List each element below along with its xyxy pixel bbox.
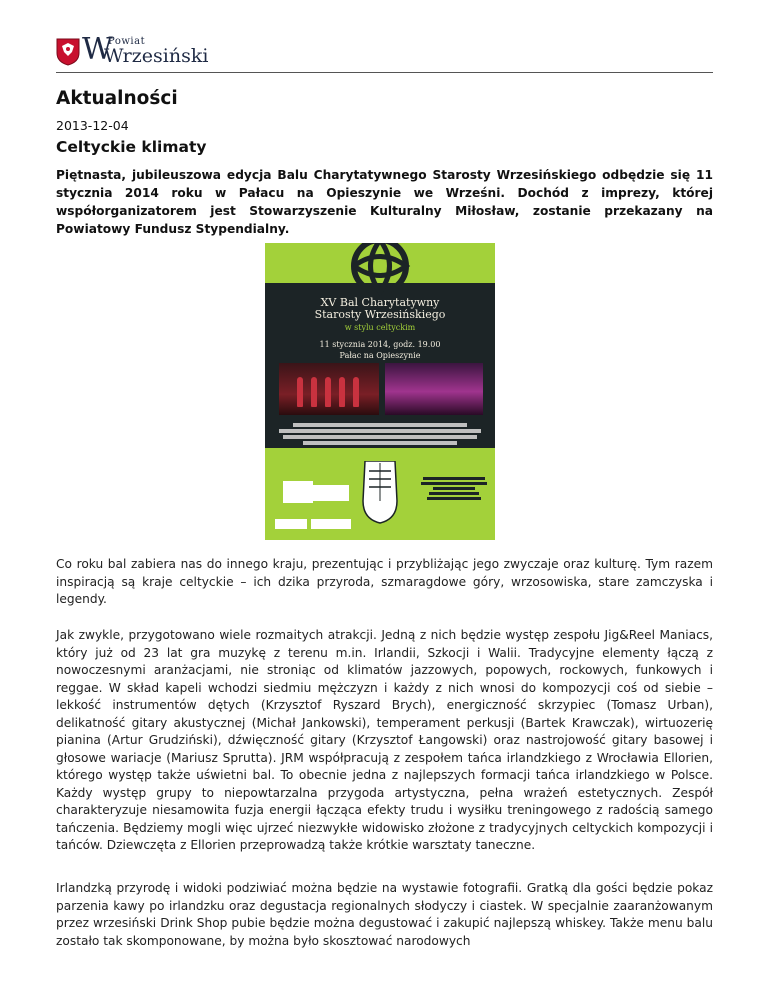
celtic-knot-icon: [349, 243, 411, 297]
poster-title-line2: Starosty Wrzesińskiego: [314, 308, 446, 321]
dance-shoe-icon: [357, 461, 403, 525]
page-header: [56, 30, 713, 74]
logo-wordmark: [82, 32, 209, 67]
sponsor-logo: [313, 485, 349, 501]
sponsor-logo: [275, 519, 307, 529]
article-lead: Piętnasta, jubileuszowa edycja Balu Charytatywnego Starosty Wrzesińskiego odbędzie się 11 stycznia 2014 roku w Pałacu na Opieszynie we Wrześni. Dochód z imprezy, której współorganizatorem jest Stowarzyszenie Kulturalny Miłosław, zostanie przekazany na Powiatowy Fundusz Stypendialny.: [56, 168, 713, 236]
poster-date-time: 11 stycznia 2014, godz. 19.00: [319, 340, 441, 349]
logo-text-small: Powiat: [108, 36, 146, 47]
article-paragraph: Jak zwykle, przygotowano wiele rozmaitych atrakcji. Jedną z nich będzie występ zespołu Jig&Reel Maniacs, który już od 23 lat gra muzykę z terenu m.in. Irlandii, Szkocji i Walii. Tradycyjne elementy łączą z nowoczesnymi aranżacjami, nie stroniąc od klimatów jazzowych, popowych, rockowych, funkowych i reggae. W skład kapeli wchodzi siedmiu mężczyzn i każdy z nich wnosi do kompozycji coś od siebie – lekkość instrumentów dętych (Krzysztof Ryszard Brych), energiczność skrzypiec (Tomasz Urban), delikatność gitary akustycznej (Michał Jankowski), temperament perkusji (Bartek Krawczak), wirtuozerię pianina (Artur Grudziński), dźwięczność gitary (Krzysztof Łangowski) oraz nastrojowość gitary basowej i głosowe wariacje (Mariusz Sprutta). JRM współpracują z zespołem tańca irlandzkiego z Wrocławia Ellorien, którego występ także uświetni bal. To obecnie jedna z najlepszych formacji tańca irlandzkiego w Polsce. Każdy występ grupy to niepowtarzalna przygoda artystyczna, pełna wrażeń estetycznych. Zespół charakteryzuje niesamowita fuzja energii łącząca efekty trudu i wysiłku treningowego z radością samego tańczenia. Będziemy mogli więc ujrzeć niezwykłe widowisko złożone z tradycyjnych celtyckich kompozycji i tańców. Dziewczęta z Ellorien przeprowadzą także krótkie warsztaty taneczne.: [56, 628, 713, 852]
powiat-logo[interactable]: [56, 32, 209, 67]
dancer-figure: [311, 377, 317, 407]
logo-text-large: Wrzesiński: [104, 45, 209, 67]
sponsor-logo: [311, 519, 351, 529]
poster-title: [265, 297, 495, 321]
poster-when: [265, 339, 495, 361]
dancer-figure: [353, 377, 359, 407]
poster-subtitle: w stylu celtyckim: [344, 323, 416, 332]
dancer-figure: [325, 377, 331, 407]
dancer-figure: [297, 377, 303, 407]
sponsor-logo: [283, 481, 313, 503]
poster-venue: Pałac na Opieszynie: [339, 351, 421, 360]
band-photo: [385, 363, 483, 415]
section-title: Aktualności: [56, 88, 178, 109]
dancer-figure: [339, 377, 345, 407]
event-poster: [265, 243, 495, 540]
dancers-photo: [279, 363, 379, 415]
header-divider: [56, 72, 713, 73]
coat-of-arms-icon: [56, 38, 80, 66]
logo-initial: W: [82, 32, 113, 67]
article-title: Celtyckie klimaty: [56, 138, 207, 156]
article-paragraph: Co roku bal zabiera nas do innego kraju, prezentując i przybliżając jego zwyczaje oraz kulturę. Tym razem inspiracją są kraje celtyckie – ich dzika przyroda, szmaragdowe góry, wrzosowiska, stare zamczyska i legendy.: [56, 557, 713, 606]
article-paragraph: Irlandzką przyrodę i widoki podziwiać można będzie na wystawie fotografii. Gratką dla gości będzie pokaz parzenia kawy po irlandzku oraz degustacja regionalnych słodyczy i ciastek. W specjalnie zaaranżowanym przez wrzesiński Drink Shop pubie będzie można degustować i zakupić najlepszą whiskey. Także menu balu zostało tak skomponowane, by można było skosztować narodowych: [56, 881, 713, 948]
poster-title-line1: XV Bal Charytatywny: [320, 296, 440, 309]
article-date: 2013-12-04: [56, 118, 129, 133]
poster-note-lines: [419, 475, 489, 502]
